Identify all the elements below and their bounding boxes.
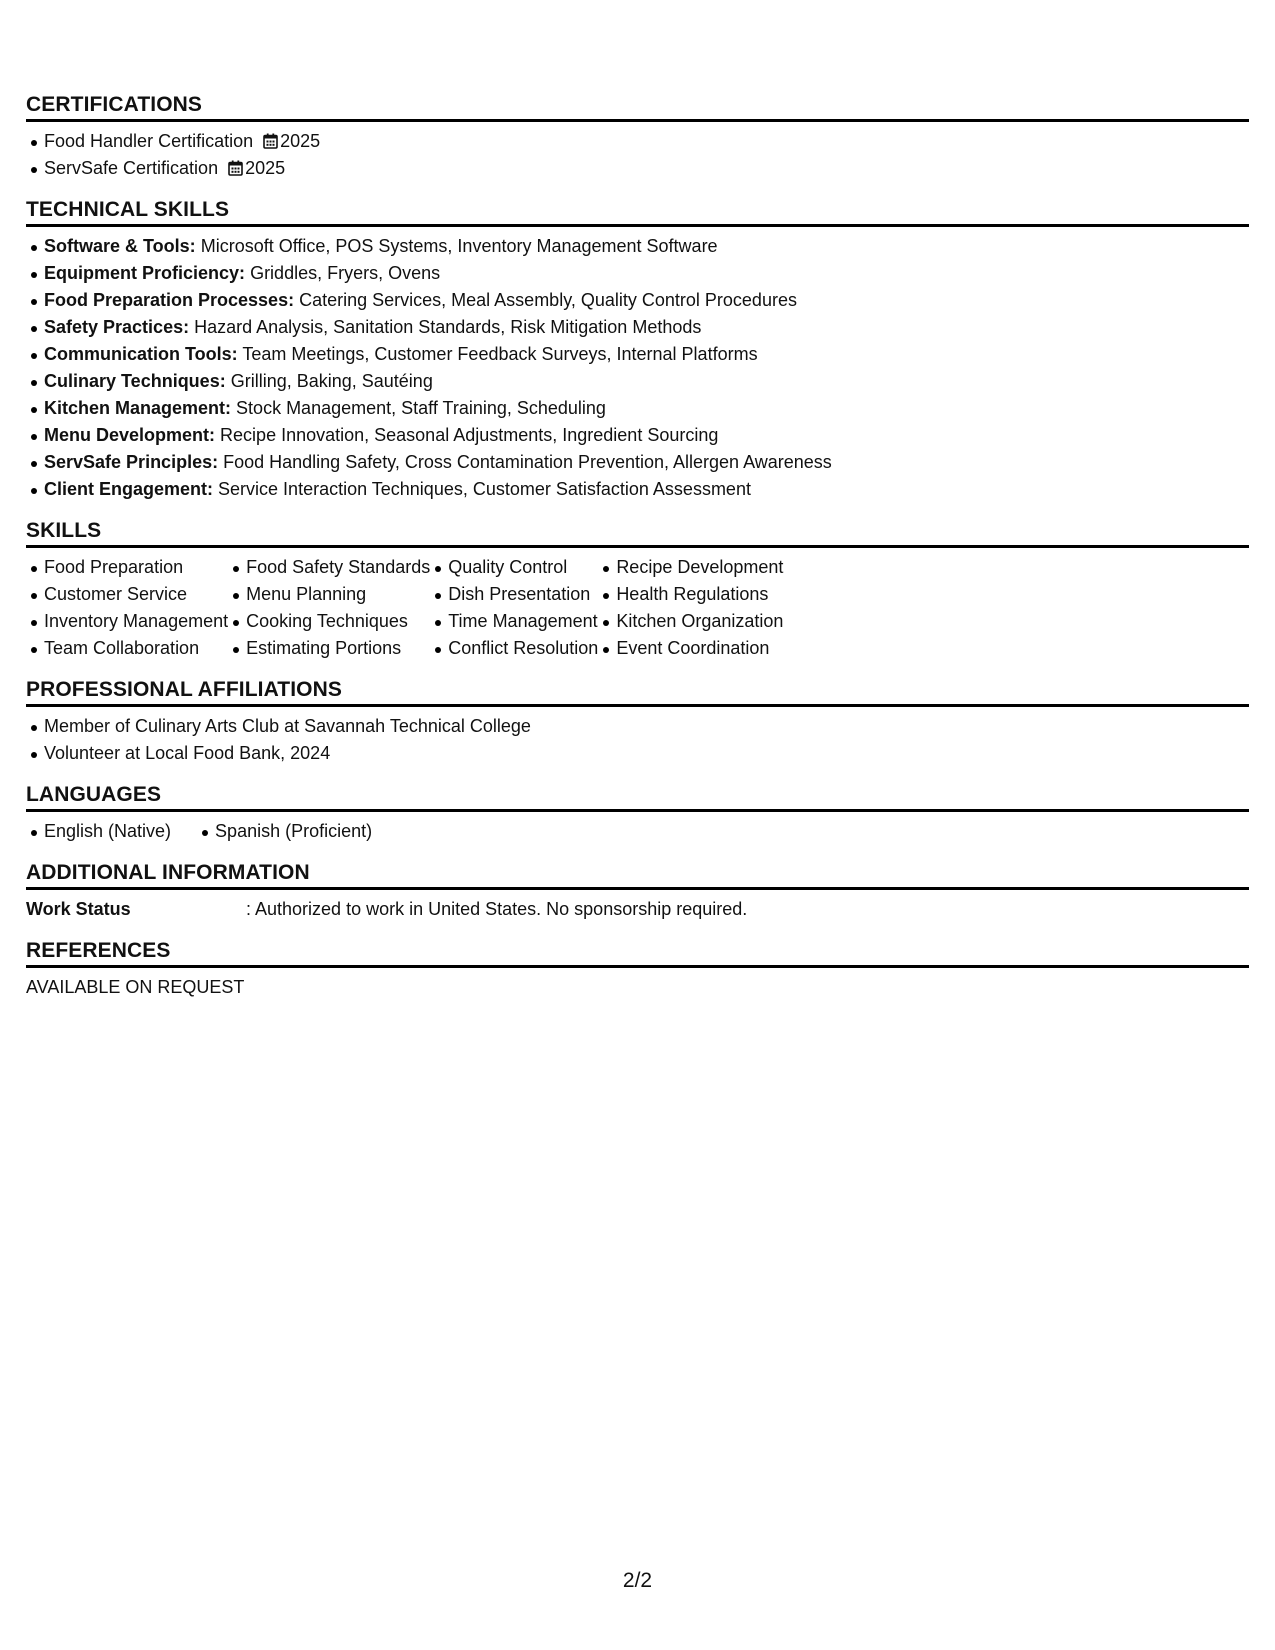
calendar-icon [263,133,278,149]
additional-info-heading: ADDITIONAL INFORMATION [26,860,1249,890]
technical-skill-label: Kitchen Management: [44,398,232,418]
technical-skill-value: Hazard Analysis, Sanitation Standards, Risk Mitigation Methods [194,317,702,337]
references-section [26,938,1249,1001]
skills-column [598,554,783,662]
languages-list [26,818,1249,845]
technical-skill-label: Client Engagement: [44,479,214,499]
technical-skills-list [26,233,1249,503]
technical-skill-item [26,233,1249,260]
technical-skill-value: Catering Services, Meal Assembly, Quality Control Procedures [299,290,797,310]
additional-info-section [26,860,1249,923]
technical-skill-item [26,260,1249,287]
skill-item: Customer Service [26,581,228,608]
technical-skills-heading: TECHNICAL SKILLS [26,197,1249,227]
technical-skill-label: ServSafe Principles: [44,452,219,472]
page-number: 2/2 [622,1569,653,1592]
certifications-list [26,128,1249,182]
technical-skill-value: Team Meetings, Customer Feedback Surveys, Internal Platforms [242,344,758,364]
technical-skill-value: Griddles, Fryers, Ovens [250,263,441,283]
work-status-label: Work Status [26,899,131,919]
skill-item: Food Safety Standards [228,554,430,581]
technical-skill-item [26,314,1249,341]
certification-name: ServSafe Certification [44,158,219,178]
references-text: AVAILABLE ON REQUEST [26,977,245,997]
technical-skill-value: Food Handling Safety, Cross Contamination Prevention, Allergen Awareness [223,452,832,472]
technical-skill-label: Safety Practices: [44,317,190,337]
technical-skill-value: Grilling, Baking, Sautéing [230,371,433,391]
technical-skill-value: Stock Management, Staff Training, Scheduling [236,398,606,418]
technical-skill-label: Food Preparation Processes: [44,290,295,310]
affiliations-list [26,713,1249,767]
skill-item: Conflict Resolution [430,635,598,662]
skills-column [430,554,598,662]
skill-item: Time Management [430,608,598,635]
technical-skill-label: Culinary Techniques: [44,371,226,391]
technical-skill-label: Software & Tools: [44,236,196,256]
references-heading: REFERENCES [26,938,1249,968]
affiliations-heading: PROFESSIONAL AFFILIATIONS [26,677,1249,707]
skills-section [26,518,1249,662]
technical-skill-value: Recipe Innovation, Seasonal Adjustments, Ingredient Sourcing [220,425,719,445]
technical-skill-label: Communication Tools: [44,344,238,364]
technical-skill-item [26,422,1249,449]
certifications-heading: CERTIFICATIONS [26,92,1249,122]
skill-item: Estimating Portions [228,635,430,662]
skills-column [228,554,430,662]
skill-item: Kitchen Organization [598,608,783,635]
certification-item [26,128,1249,155]
certification-year: 2025 [280,131,321,151]
technical-skill-value: Microsoft Office, POS Systems, Inventory Management Software [200,236,718,256]
resume-page [26,92,1249,1016]
skill-item: Food Preparation [26,554,228,581]
work-status-row [26,896,1249,923]
technical-skill-item [26,395,1249,422]
technical-skills-section [26,197,1249,503]
certification-name: Food Handler Certification [44,131,254,151]
technical-skill-label: Equipment Proficiency: [44,263,246,283]
certifications-section [26,92,1249,182]
skill-item: Menu Planning [228,581,430,608]
skill-item: Health Regulations [598,581,783,608]
certification-year: 2025 [245,158,286,178]
work-status-value: : Authorized to work in United States. No sponsorship required. [246,899,748,919]
technical-skill-item [26,341,1249,368]
skill-item: Cooking Techniques [228,608,430,635]
skill-item: Event Coordination [598,635,783,662]
skill-item: Recipe Development [598,554,783,581]
calendar-icon [228,160,243,176]
languages-heading: LANGUAGES [26,782,1249,812]
skills-heading: SKILLS [26,518,1249,548]
technical-skill-item [26,476,1249,503]
skills-grid [26,554,1249,662]
skill-item: Team Collaboration [26,635,228,662]
skill-item: Inventory Management [26,608,228,635]
languages-section [26,782,1249,845]
technical-skill-item [26,449,1249,476]
affiliation-item: Volunteer at Local Food Bank, 2024 [26,740,1249,767]
language-item: English (Native) [26,818,171,845]
skill-item: Quality Control [430,554,598,581]
technical-skill-item [26,368,1249,395]
technical-skill-value: Service Interaction Techniques, Customer Satisfaction Assessment [218,479,751,499]
technical-skill-item [26,287,1249,314]
affiliation-item: Member of Culinary Arts Club at Savannah Technical College [26,713,1249,740]
technical-skill-label: Menu Development: [44,425,216,445]
affiliations-section [26,677,1249,767]
certification-item [26,155,1249,182]
language-item: Spanish (Proficient) [197,818,372,845]
skill-item: Dish Presentation [430,581,598,608]
skills-column [26,554,228,662]
